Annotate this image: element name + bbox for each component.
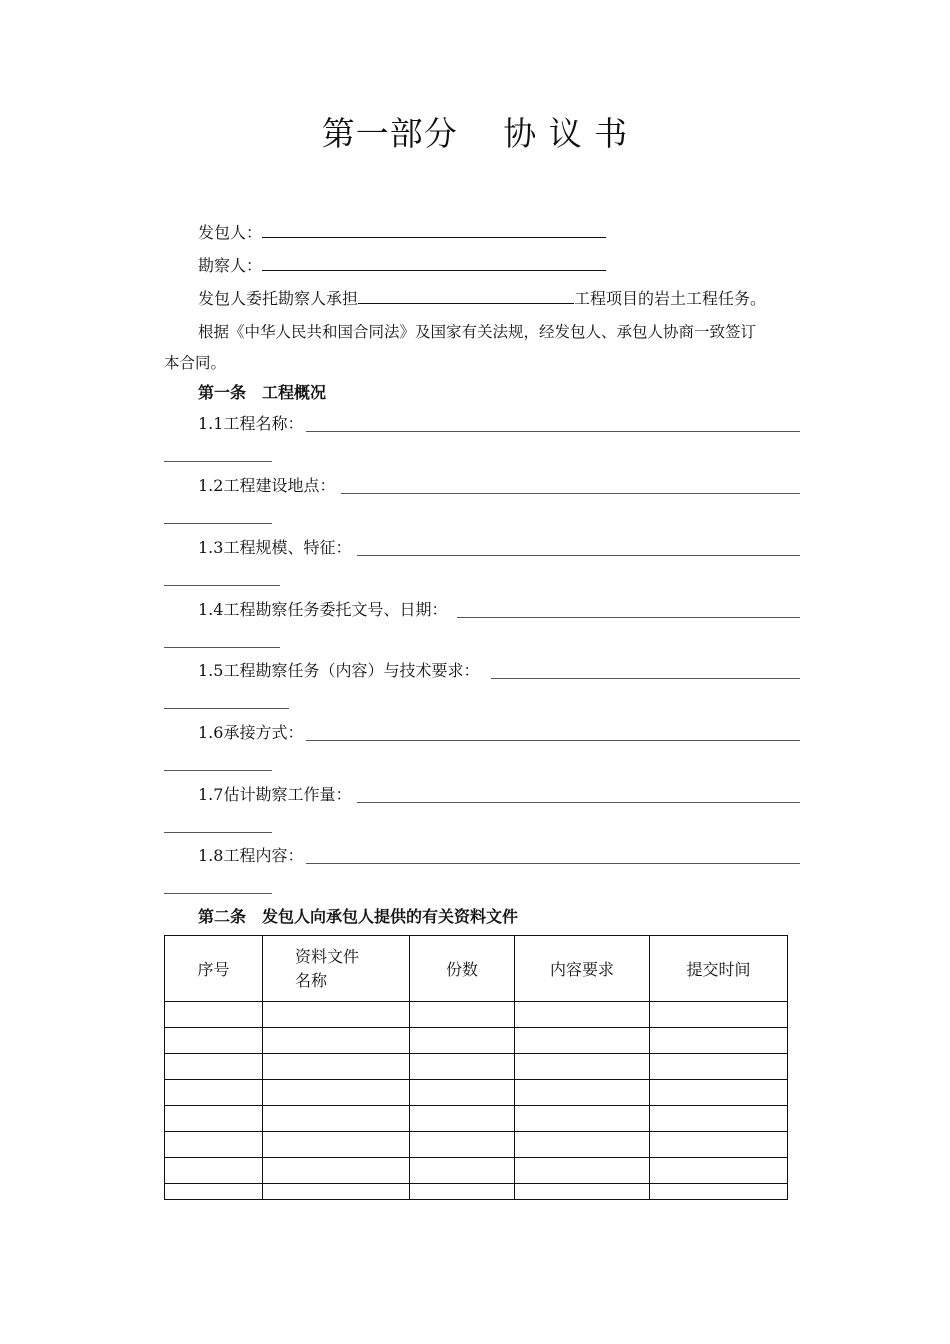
- table-cell[interactable]: [650, 1028, 788, 1054]
- table-row: [165, 1158, 788, 1184]
- table-cell[interactable]: [263, 1002, 410, 1028]
- item-label: 1.4工程勘察任务委托文号、日期：: [198, 600, 448, 619]
- table-cell[interactable]: [165, 1158, 263, 1184]
- header-requirements: 内容要求: [515, 936, 650, 1002]
- item-label: 1.2工程建设地点：: [198, 476, 336, 495]
- table-cell[interactable]: [165, 1106, 263, 1132]
- table-cell[interactable]: [263, 1054, 410, 1080]
- surveyor-line: [198, 256, 606, 276]
- table-cell[interactable]: [410, 1106, 515, 1132]
- table-cell[interactable]: [650, 1054, 788, 1080]
- basis-line-1: 根据《中华人民共和国合同法》及国家有关法规，经发包人、承包人协商一致签订: [198, 323, 757, 341]
- fill-line[interactable]: [341, 493, 800, 494]
- basis-line-2: 本合同。: [164, 354, 227, 372]
- entrust-prefix: 发包人委托勘察人承担: [198, 289, 359, 308]
- fill-line-continuation[interactable]: [164, 770, 272, 771]
- surveyor-label: 勘察人：: [198, 256, 263, 275]
- documents-table: [164, 935, 788, 1200]
- fill-line[interactable]: [306, 863, 800, 864]
- table-cell[interactable]: [410, 1028, 515, 1054]
- table-row: [165, 1132, 788, 1158]
- item-label: 1.8工程内容：: [198, 846, 304, 865]
- surveyor-blank[interactable]: [262, 256, 606, 271]
- table-cell[interactable]: [515, 1106, 650, 1132]
- header-doc-name-line1: 资料文件: [295, 946, 360, 966]
- table-cell[interactable]: [263, 1080, 410, 1106]
- header-doc-name-line2: 名称: [295, 970, 328, 990]
- header-submit-time: 提交时间: [650, 936, 788, 1002]
- table-cell[interactable]: [515, 1132, 650, 1158]
- page-title: 第一部分 协 议 书: [321, 114, 629, 153]
- table-cell[interactable]: [410, 1080, 515, 1106]
- table-cell[interactable]: [515, 1002, 650, 1028]
- fill-line-continuation[interactable]: [164, 461, 272, 462]
- table-cell[interactable]: [515, 1158, 650, 1184]
- table-cell[interactable]: [515, 1080, 650, 1106]
- table-row: [165, 1002, 788, 1028]
- table-cell[interactable]: [650, 1080, 788, 1106]
- entrust-line: [198, 289, 766, 309]
- table-cell[interactable]: [515, 1028, 650, 1054]
- table-header-row: [165, 936, 788, 1002]
- fill-line[interactable]: [357, 802, 800, 803]
- table-cell[interactable]: [263, 1158, 410, 1184]
- table-cell[interactable]: [650, 1158, 788, 1184]
- table-cell[interactable]: [410, 1158, 515, 1184]
- fill-line[interactable]: [357, 555, 800, 556]
- table-cell[interactable]: [263, 1132, 410, 1158]
- item-label: 1.5工程勘察任务（内容）与技术要求：: [198, 661, 480, 680]
- table-cell[interactable]: [263, 1106, 410, 1132]
- header-copies: 份数: [410, 936, 515, 1002]
- item-label: 1.6承接方式：: [198, 723, 304, 742]
- table-cell[interactable]: [263, 1028, 410, 1054]
- table-cell[interactable]: [165, 1132, 263, 1158]
- header-seq: 序号: [165, 936, 263, 1002]
- table-cell[interactable]: [650, 1132, 788, 1158]
- fill-line-continuation[interactable]: [164, 832, 272, 833]
- table-cell[interactable]: [650, 1002, 788, 1028]
- table-cell[interactable]: [165, 1184, 263, 1200]
- table-row: [165, 1106, 788, 1132]
- fill-line[interactable]: [491, 678, 800, 679]
- table-row: [165, 1028, 788, 1054]
- article1-heading: 第一条 工程概况: [198, 383, 327, 402]
- employer-line: [198, 223, 606, 243]
- fill-line-continuation[interactable]: [164, 647, 280, 648]
- employer-label: 发包人：: [198, 223, 263, 242]
- entrust-suffix: 工程项目的岩土工程任务。: [574, 289, 767, 308]
- project-name-blank[interactable]: [358, 289, 574, 304]
- item-label: 1.1工程名称：: [198, 414, 304, 433]
- employer-blank[interactable]: [262, 223, 606, 238]
- item-label: 1.3工程规模、特征：: [198, 538, 352, 557]
- fill-line-continuation[interactable]: [164, 523, 272, 524]
- table-cell[interactable]: [410, 1002, 515, 1028]
- table-cell[interactable]: [515, 1184, 650, 1200]
- article2-heading: 第二条 发包人向承包人提供的有关资料文件: [198, 907, 519, 926]
- table-cell[interactable]: [650, 1106, 788, 1132]
- header-doc-name: [263, 936, 410, 1002]
- fill-line-continuation[interactable]: [164, 708, 289, 709]
- fill-line[interactable]: [306, 740, 800, 741]
- table-cell[interactable]: [263, 1184, 410, 1200]
- table-row: [165, 1054, 788, 1080]
- table-row: [165, 1184, 788, 1200]
- table-cell[interactable]: [515, 1054, 650, 1080]
- table-cell[interactable]: [165, 1054, 263, 1080]
- item-label: 1.7估计勘察工作量：: [198, 785, 352, 804]
- fill-line[interactable]: [306, 431, 800, 432]
- fill-line[interactable]: [457, 617, 800, 618]
- fill-line-continuation[interactable]: [164, 893, 272, 894]
- table-cell[interactable]: [650, 1184, 788, 1200]
- table-row: [165, 1080, 788, 1106]
- table-cell[interactable]: [165, 1002, 263, 1028]
- table-cell[interactable]: [410, 1184, 515, 1200]
- table-cell[interactable]: [165, 1028, 263, 1054]
- table-cell[interactable]: [165, 1080, 263, 1106]
- fill-line-continuation[interactable]: [164, 585, 280, 586]
- table-cell[interactable]: [410, 1054, 515, 1080]
- table-cell[interactable]: [410, 1132, 515, 1158]
